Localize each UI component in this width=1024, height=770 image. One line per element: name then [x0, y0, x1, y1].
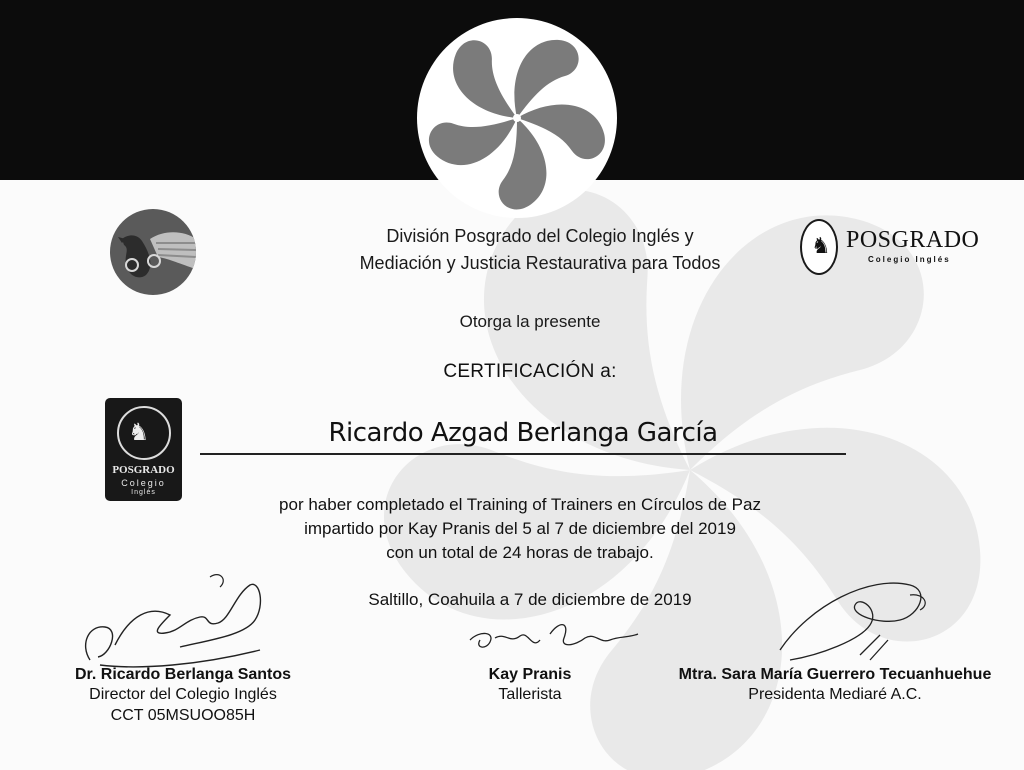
certification-title: CERTIFICACIÓN a:	[443, 361, 617, 382]
certificate-description	[220, 493, 820, 565]
signatory-3-role: Presidenta Mediaré A.C.	[748, 686, 922, 703]
signatory-3-name: Mtra. Sara María Guerrero Tecuanhuehue	[678, 666, 992, 683]
posgrado-logo-title: POSGRADO	[846, 227, 980, 253]
place-date: Saltillo, Coahuila a 7 de diciembre de 2019	[368, 590, 692, 609]
signature-guerrero	[760, 565, 950, 675]
signature-pranis	[460, 610, 650, 670]
recipient-name: Ricardo Azgad Berlanga García	[328, 418, 718, 448]
stamp-line-2: Colegio	[121, 478, 166, 488]
signatory-1-role: Director del Colegio Inglés	[89, 686, 277, 703]
circles-logo-seal	[417, 18, 617, 218]
description-line-1: por haber completado el Training of Trainers en Círculos de Paz	[279, 495, 761, 514]
description-line-3: con un total de 24 horas de trabajo.	[386, 543, 654, 562]
signatory-1-name: Dr. Ricardo Berlanga Santos	[74, 666, 292, 683]
description-line-2: impartido por Kay Pranis del 5 al 7 de diciembre del 2019	[304, 519, 736, 538]
posgrado-logo-subtitle: Colegio Inglés	[868, 255, 951, 264]
stamp-title: POSGRADO	[112, 464, 175, 476]
lion-icon: ♞	[128, 419, 150, 446]
otorga-text: Otorga la presente	[459, 312, 601, 331]
signatory-2-role: Tallerista	[498, 686, 562, 703]
issuer-heading	[300, 223, 780, 277]
issuer-line-2: Mediación y Justicia Restaurativa para Todos	[359, 253, 721, 273]
dove-hand-logo	[110, 209, 196, 295]
signatory-2-name: Kay Pranis	[488, 666, 572, 683]
signatory-1-cct: CCT 05MSUOO85H	[110, 707, 256, 724]
issuer-line-1: División Posgrado del Colegio Inglés y	[386, 226, 694, 246]
posgrado-stamp	[105, 398, 182, 501]
name-underline	[200, 453, 846, 455]
posgrado-logo	[800, 215, 1000, 275]
stamp-line-3: Inglés	[131, 489, 156, 496]
lion-crest-icon: ♞	[800, 219, 838, 275]
